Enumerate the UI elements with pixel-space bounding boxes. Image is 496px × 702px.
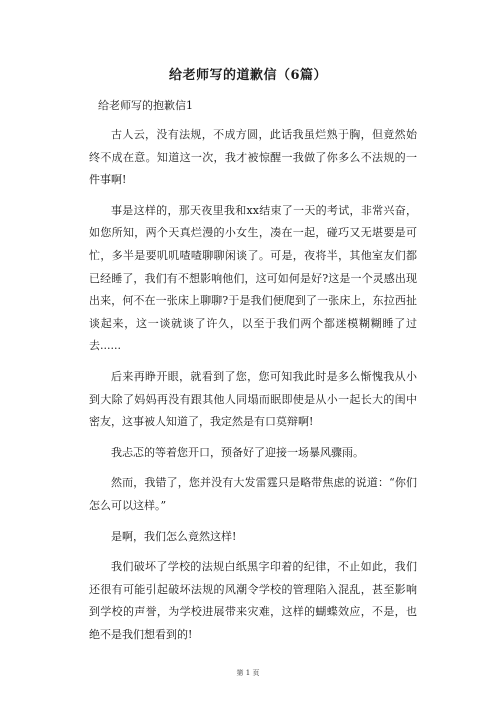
paragraph: 我忐忑的等着您开口，预备好了迎接一场暴风骤雨。 (111, 445, 364, 459)
page-title: 给老师写的道歉信（6篇） (168, 68, 328, 83)
paragraph: 古人云，没有法规，不成方圆，此话我虽烂熟于胸，但竟然始终不成在意。知道这一次，我才被惊醒一我做了你多么不法规的一件事啊! (89, 128, 417, 187)
paragraph: 然而，我错了，您并没有大发雷霆只是略带焦虑的说道：“你们怎么可以这样。” (89, 476, 417, 512)
paragraph: 事是这样的，那天夜里我和xx结束了一天的考试，非常兴奋，如您所知，两个天真烂漫的小女生，凑在一起，碰巧又无堪要是可忙，多半是要叽叽喳喳聊聊闲谈了。可是，夜将半，其他室友们都已经睡了，我们有不想影响他们，这可如何是好?这是一个灵感出现出来，何不在一张床上聊聊?于是我们便爬到了一张床上，东拉西扯谈起来，这一谈就谈了许久，以至于我们两个都迷模糊糊睡了过去...... (89, 203, 417, 353)
page-number: 第 1 页 (236, 669, 260, 677)
letter-body (89, 124, 417, 654)
paragraph: 后来再睁开眼，就看到了您，您可知我此时是多么惭愧我从小到大除了妈妈再没有跟其他人同塌而眠即使是从小一起长大的闺中密友，这事被人知道了，我定然是有口莫辩啊! (89, 369, 417, 429)
paragraph: 我们破坏了学校的法规白纸黑字印着的纪律，不止如此，我们还很有可能引起破坏法规的风潮令学校的管理陷入混乱，甚至影响到学校的声誉，为学校进展带来灾难，这样的蝴蝶效应，不是，也绝不是我们想看到的! (89, 560, 417, 641)
letter-heading: 给老师写的抱歉信1 (98, 99, 193, 112)
paragraph: 是啊，我们怎么竟然这样! (111, 529, 237, 543)
